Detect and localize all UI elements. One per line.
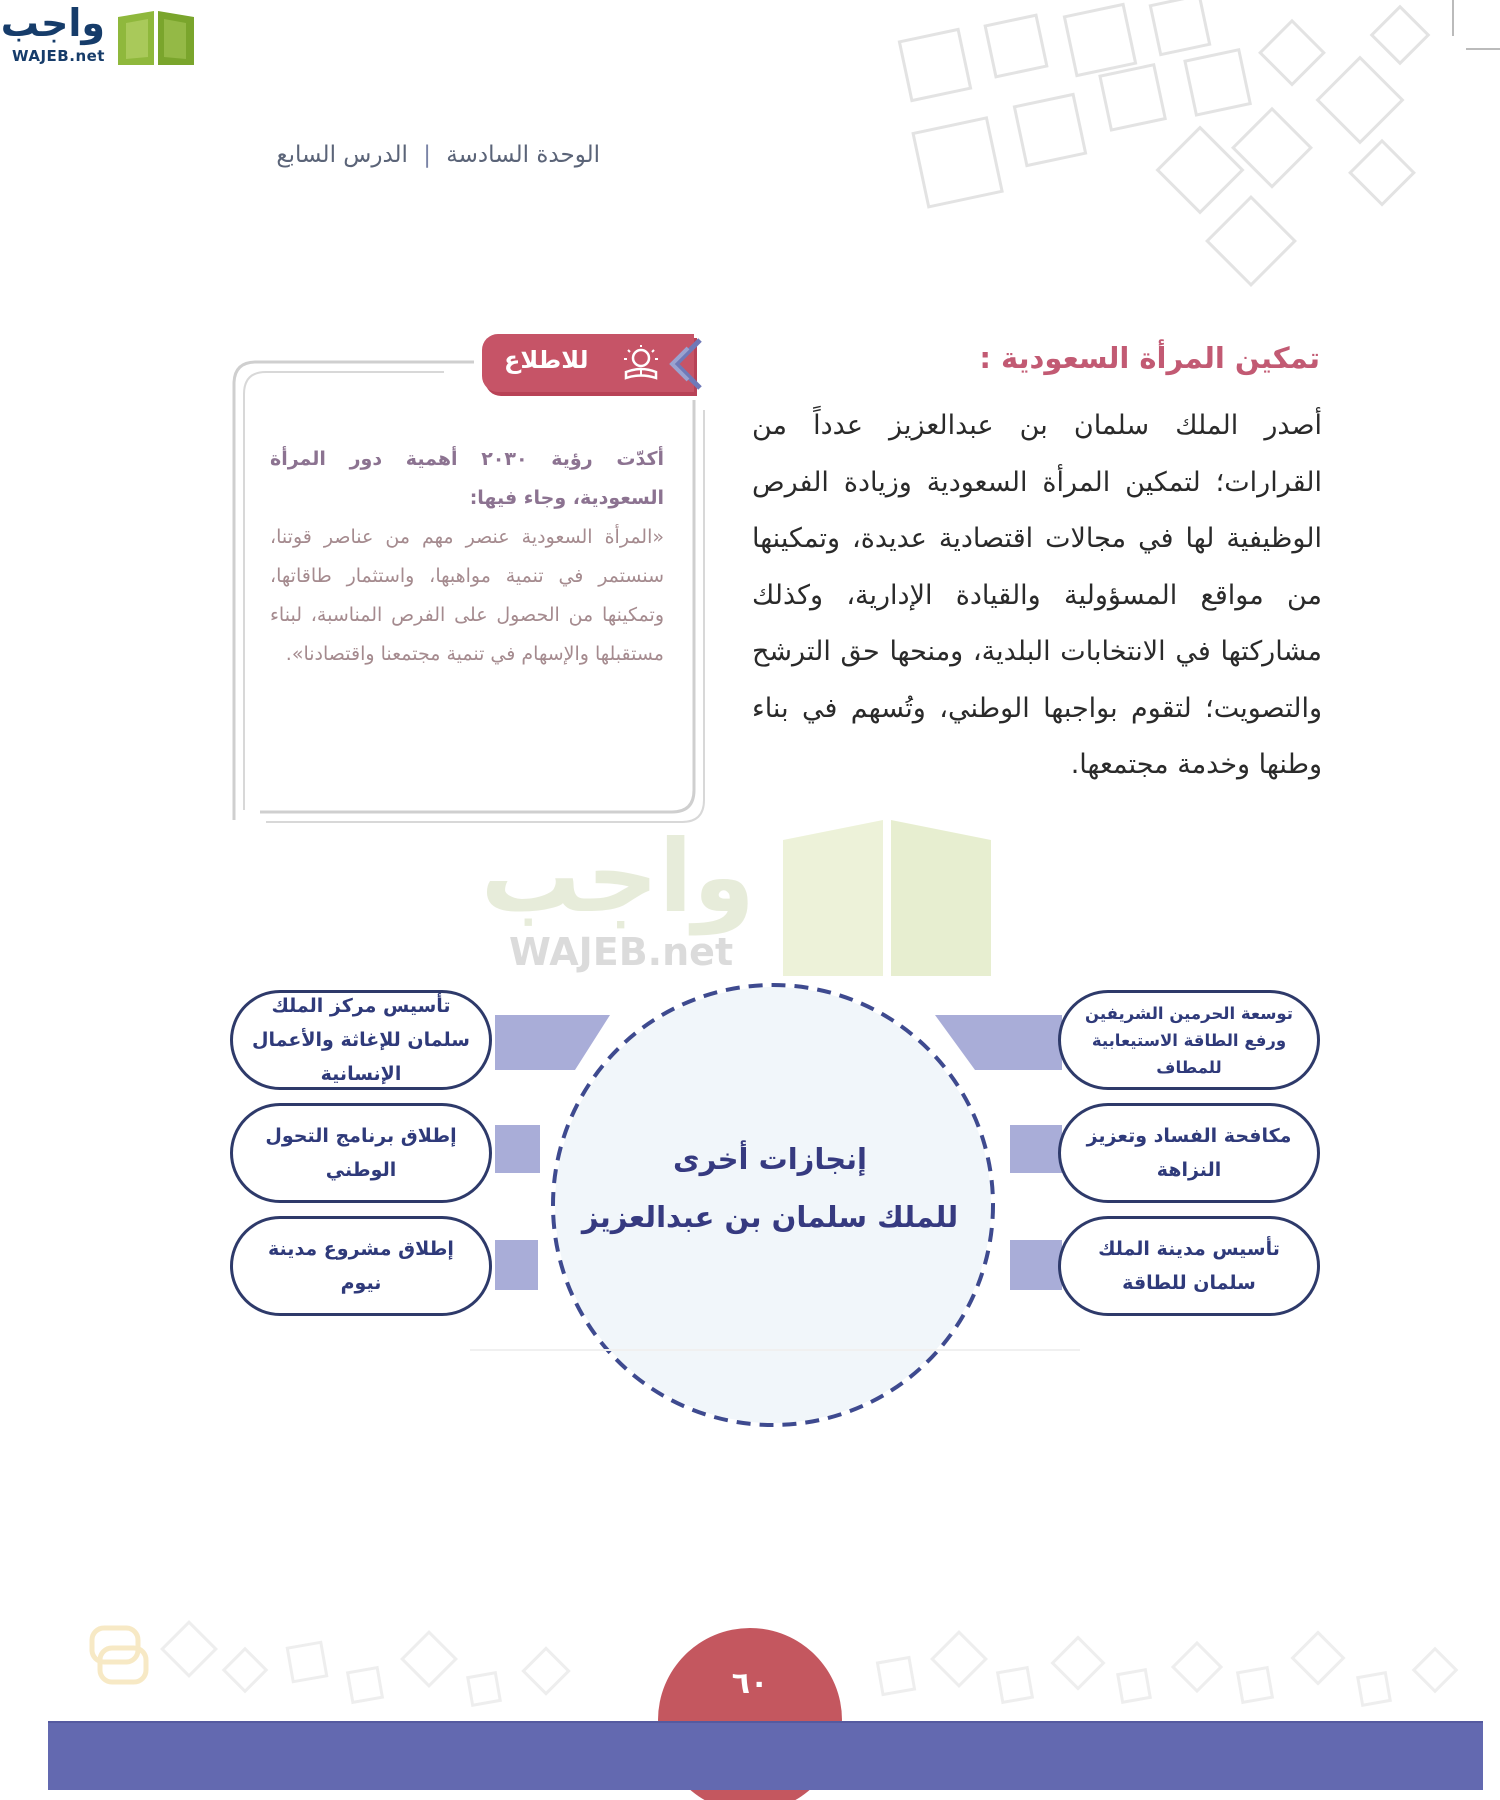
achievement-pill (230, 990, 492, 1090)
info-lead-text: أكدّت رؤية ٢٠٣٠ أهمية دور المرأة السعودية، وجاء فيها: (270, 448, 665, 509)
info-quote-text: «المرأة السعودية عنصر مهم من عناصر قوتنا، سنستمر في تنمية مواهبها، واستثمار طاقاتها، وتمكينها من الحصول على الفرص المناسبة، لبناء مستقبلها والإسهام في تنمية مجتمعنا واقتصادنا». (270, 526, 664, 665)
achievement-pill (1058, 990, 1320, 1090)
watermark-arabic-text: واجب (480, 818, 755, 935)
diagram-center-title (570, 1130, 970, 1246)
center-title-line2: للملك سلمان بن عبدالعزيز (581, 1200, 959, 1234)
achievement-text: إطلاق برنامج التحول الوطني (265, 1125, 457, 1181)
logo-latin-text: WAJEB.net (12, 47, 105, 65)
achievement-text: مكافحة الفساد وتعزيز النزاهة (1086, 1125, 1292, 1181)
crop-mark (1452, 0, 1454, 36)
header-separator: | (423, 142, 431, 168)
achievement-pill (230, 1103, 492, 1203)
page-header (230, 142, 600, 168)
achievement-text: توسعة الحرمين الشريفين ورفع الطاقة الاستيعابية للمطاف (1085, 1003, 1293, 1077)
section-body: أصدر الملك سلمان بن عبدالعزيز عدداً من القرارات؛ لتمكين المرأة السعودية وزيادة الفرص الوظيفية لها في مجالات اقتصادية عديدة، وتمكينها من مواقع المسؤولية والقيادة الإدارية، وكذلك مشاركتها في الانتخابات البلدية، ومنحها حق الترشح والتصويت؛ لتقوم بواجبها الوطني، وتُسهم في بناء وطنها وخدمة مجتمعها. (752, 410, 1322, 780)
achievement-text: تأسيس مركز الملك سلمان للإغاثة والأعمال الإنسانية (252, 995, 470, 1085)
center-title-line1: إنجازات أخرى (673, 1142, 867, 1176)
logo-arabic-text: واجب (0, 1, 105, 45)
achievement-pill (1058, 1103, 1320, 1203)
decorative-pattern (880, 0, 1500, 300)
chevron-left-icon (664, 336, 704, 392)
watermark-latin-text: WAJEB.net (509, 930, 734, 974)
page-number: ٦٠ (731, 1666, 769, 1701)
info-badge-label: للاطلاع (504, 346, 589, 374)
lightbulb-book-icon (622, 344, 660, 382)
achievement-pill (230, 1216, 492, 1316)
section-title: تمكين المرأة السعودية : (979, 341, 1320, 375)
crop-mark (1466, 48, 1500, 50)
unit-label: الوحدة السادسة (446, 142, 600, 168)
achievement-pill (1058, 1216, 1320, 1316)
watermark-book-icon (775, 816, 1000, 981)
lesson-label: الدرس السابع (276, 142, 408, 168)
book-icon (114, 7, 198, 69)
site-logo[interactable] (0, 1, 200, 70)
achievement-text: إطلاق مشروع مدينة نيوم (268, 1238, 454, 1294)
achievement-text: تأسيس مدينة الملك سلمان للطاقة (1098, 1238, 1280, 1294)
info-badge (482, 334, 694, 392)
